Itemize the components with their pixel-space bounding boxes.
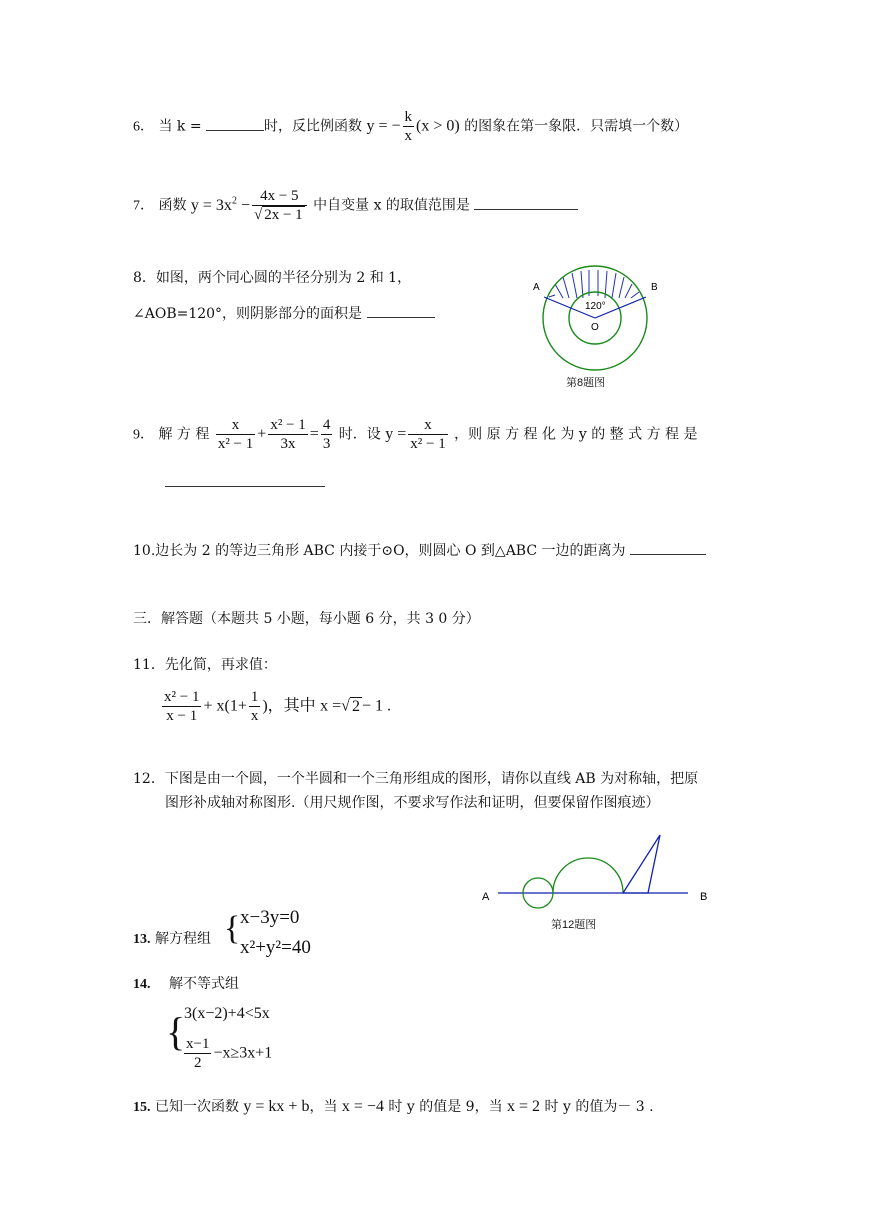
label-b: B <box>651 282 658 293</box>
equation-2: x²+y²=40 <box>240 937 311 958</box>
math-expression: $y = 3x^2$ − <box>190 195 250 214</box>
system-brace: { <box>166 1009 186 1054</box>
triangle <box>623 835 660 893</box>
question-6 <box>133 108 688 145</box>
question-number: 13. <box>133 932 151 947</box>
fraction: $\frac{x}{\text{x² − 1}}$ <box>217 417 254 452</box>
question-text: ∠AOB=120°，则阴影部分的面积是 <box>133 306 363 322</box>
question-7 <box>133 187 578 224</box>
question-11-line-1: 11．先化简，再求值： <box>133 657 277 673</box>
question-text: 如图，两个同心圆的半径分别为 2 和 1， <box>155 270 412 286</box>
answer-blank[interactable] <box>474 195 578 210</box>
fraction: $\frac{1}{x}$ <box>250 689 259 724</box>
semicircle <box>553 858 623 893</box>
answer-blank[interactable] <box>165 472 325 487</box>
fraction: $\frac{x}{\text{x² − 1}}$ <box>410 417 446 452</box>
question-number: 15. <box>133 1100 151 1115</box>
fraction: $\frac{\text{x² − 1}}{x - 1}$ <box>164 689 200 724</box>
figure-8-concentric-circles <box>525 262 665 388</box>
question-text: 10.边长为 2 的等边三角形 ABC 内接于⊙O，则圆心 O 到△ABC 一边的距离为 <box>133 543 626 559</box>
answer-blank[interactable] <box>630 540 706 555</box>
inequality-2: $\frac{x-1}{2}$ −x≥3x+1 <box>186 1036 273 1071</box>
angle-label: 120° <box>585 301 606 312</box>
question-number: 9． <box>133 427 154 443</box>
question-10 <box>133 540 706 560</box>
label-o: O <box>591 322 599 333</box>
question-9: 9． 解 方 程 $\frac{x}{\text{x² − 1}}$ + $\frac{\text{x² − 1}}{3x}$ = $\frac{4}{3}$ 时．设 y = $\frac{x}{\text{x² − 1}}$ ，则 原 方 程 化 为 y 的 整 式 方 程 是 <box>133 417 698 452</box>
system-brace: { <box>224 910 241 947</box>
question-text: 时．设 <box>338 426 381 443</box>
question-12-line-2: 图形补成轴对称图形.（用尺规作图，不要求写作法和证明，但要保留作图痕迹） <box>165 795 660 811</box>
question-8-line-1 <box>133 267 411 287</box>
question-text: ，则 原 方 程 化 为 y 的 整 式 方 程 是 <box>454 426 698 443</box>
math-expression: (x > 0) <box>416 117 460 135</box>
fraction: $\frac{4}{3}$ <box>322 417 331 452</box>
question-number: 7． <box>133 198 154 214</box>
fraction: $\frac{4x - 5}{√ 2x - 1}$ <box>252 187 307 224</box>
question-8-line-2 <box>133 303 435 323</box>
equation-1: x−3y=0 <box>240 907 300 928</box>
question-text: 当 k = <box>158 118 202 135</box>
fraction: $\frac{\text{x² − 1}}{3x}$ <box>270 417 306 452</box>
fraction: $\frac{x-1}{2}$ <box>186 1036 210 1071</box>
question-text: 8． <box>133 270 156 286</box>
question-text: 函数 <box>158 197 187 214</box>
label-a: A <box>482 891 490 903</box>
question-number: 6． <box>133 119 154 135</box>
question-text: 的图象在第一象限．只需填一个数） <box>464 118 689 135</box>
question-text: 解 方 程 <box>158 426 210 443</box>
question-13 <box>133 928 211 948</box>
question-text: 中自变量 x 的取值范围是 <box>313 197 470 214</box>
question-12-line-1: 12．下图是由一个圆，一个半圆和一个三角形组成的图形，请你以直线 AB 为对称轴，把原 <box>133 771 699 787</box>
question-text: 时，反比例函数 <box>264 118 363 135</box>
question-number: 14. <box>133 977 151 992</box>
question-11-expression: $\frac{\text{x² − 1}}{x - 1}$ + x(1+ $\frac{1}{x}$ )，其中 x =√ 2 − 1 . <box>164 689 391 724</box>
figure-8-caption: 第8题图 <box>566 377 606 389</box>
shaded-hatching <box>549 270 639 298</box>
label-b: B <box>700 891 708 903</box>
label-a: A <box>533 282 540 293</box>
figure-12-symmetry <box>478 830 718 910</box>
answer-blank[interactable] <box>367 303 435 318</box>
question-text: 已知一次函数 <box>154 1099 239 1115</box>
fraction: $\frac{k}{x}$ <box>404 109 413 144</box>
answer-blank[interactable] <box>206 116 264 131</box>
section-3-title: 三．解答题（本题共 5 小题，每小题 6 分，共 3 0 分） <box>133 611 480 627</box>
inequality-1: 3(x−2)+4<5x <box>184 1005 270 1022</box>
figure-12-caption: 第12题图 <box>551 919 597 931</box>
question-14 <box>133 973 239 993</box>
question-15: 15. 已知一次函数 y = kx + b，当 x = −4 时 y 的值是 9，当 x = 2 时 y 的值为－ 3 . <box>133 1098 654 1115</box>
question-text: 解方程组 <box>154 931 211 947</box>
question-text: 解不等式组 <box>168 976 239 992</box>
math-expression: y = − <box>366 117 401 135</box>
